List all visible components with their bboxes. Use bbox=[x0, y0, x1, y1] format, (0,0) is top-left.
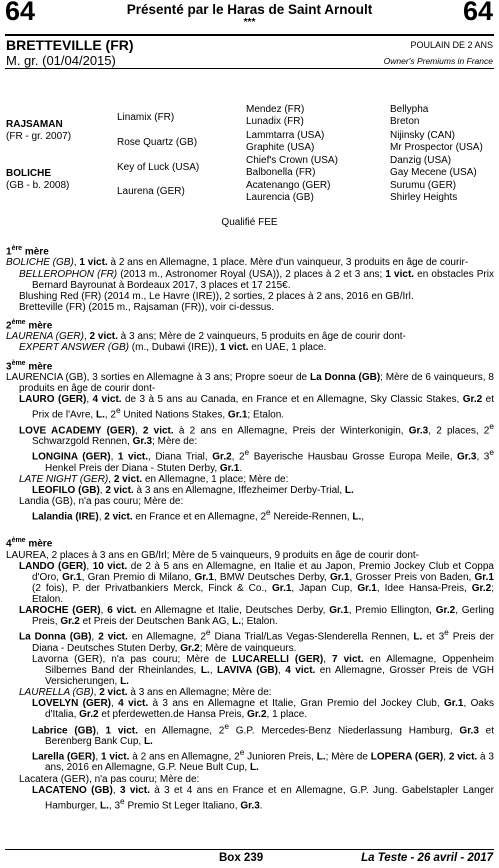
section-heading-1ere-mere: 1ère mère bbox=[6, 245, 49, 258]
produce-entry: Labrice (GB), 1 vict. en Allemagne, 2e G.P. Mercedes-Benz Niederlassung Hamburg, Gr.3 et Berenberg Bank Cup, L. bbox=[32, 720, 494, 747]
g4-ancestor: Gay Mecene (USA) bbox=[390, 167, 477, 178]
g4-ancestor: Shirley Heights bbox=[390, 192, 458, 203]
owners-premiums: Owner's Premiums in France bbox=[383, 56, 493, 66]
great-grandparent: Lunadix (FR) bbox=[246, 116, 304, 127]
produce-entry: Larella (GER), 1 vict. à 2 ans en Allemagne, 2e Junioren Preis, L.; Mère de LOPERA (GER), 2 vict. à 3 ans, 2016 en Allemagne, G.P. Neue Bult Cup, L. bbox=[32, 747, 494, 774]
dam-entry: LAUREA, 2 places à 3 ans en GB/Irl; Mère de 5 vainqueurs, 9 produits en âge de courir dont- bbox=[6, 549, 420, 561]
produce-entry: Lavorna (GER), n'a pas couru; Mère de LUCARELLI (GER), 7 vict. en Allemagne, Oppenheim Silbernes Band der Rheinlandes, L., LAVIVA (GB), 4 vict. en Allemagne, Grosser Preis de VGH Versicherungen, L. bbox=[32, 653, 494, 688]
produce-entry: LAROCHE (GER), 6 vict. en Allemagne et Italie, Deutsches Derby, Gr.1, Premio Ellington, Gr.2, Gerling Preis, Gr.2 et Preis der Deutschen Bank AG, L.; Etalon. bbox=[19, 605, 495, 628]
grandsire: Key of Luck (USA) bbox=[117, 162, 200, 173]
divider bbox=[5, 34, 494, 36]
qualification: Qualifié FEE bbox=[221, 217, 278, 228]
horse-sex-age: POULAIN DE 2 ANS bbox=[410, 40, 493, 50]
great-grandparent: Balbonella (FR) bbox=[246, 167, 316, 178]
produce-entry: LACATENO (GB), 3 vict. à 3 et 4 ans en France et en Allemagne, G.P. Jung. Gabelstapler Langer Hamburger, L., 3e Premio St Leger Italiano, Gr.3. bbox=[32, 784, 494, 812]
dam-info: (GB - b. 2008) bbox=[6, 180, 70, 191]
divider bbox=[5, 68, 494, 69]
produce-entry: LOVE ACADEMY (GER), 2 vict. à 2 ans en Allemagne, Preis der Winterkonigin, Gr.3, 2 places, 2e Schwarzgold Rennen, Gr.3; Mère de: bbox=[19, 420, 495, 448]
stars: *** bbox=[243, 17, 256, 28]
produce-entry: LONGINA (GER), 1 vict., Diana Trial, Gr.2, 2e Bayerische Hausbau Grosse Europa Meile, Gr.3, 3e Henkel Preis der Diana - Stuten Derby, Gr.1. bbox=[32, 447, 494, 474]
sire-name: RAJSAMAN bbox=[6, 119, 63, 130]
great-grandparent: Acatenango (GER) bbox=[246, 180, 331, 191]
g4-ancestor: Nijinsky (CAN) bbox=[390, 130, 455, 141]
produce-entry: LEOFILO (GB), 2 vict. à 3 ans en Allemagne, Iffezheimer Derby-Trial, L. bbox=[32, 484, 354, 496]
dam-entry: LAURENCIA (GB), 3 sorties en Allemagne à 3 ans; Propre soeur de La Donna (GB); Mère de 6 vainqueurs, 8 produits en âge de courir dont- bbox=[6, 371, 494, 395]
granddam: Laurena (GER) bbox=[117, 186, 185, 197]
g4-ancestor: Mr Prospector (USA) bbox=[390, 142, 483, 153]
produce-entry: Blushing Red (FR) (2014 m., Le Havre (IRE)), 2 sorties, 2 places à 2 ans, 2016 en GB/Irl. bbox=[19, 290, 414, 302]
produce-entry: BELLEROPHON (FR) (2013 m., Astronomer Royal (USA)), 2 places à 2 et 3 ans; 1 vict. en obstacles Prix Bernard Bayrounat à Bordeaux 2017, 3 places et 17 215€. bbox=[19, 268, 494, 291]
produce-entry: LAURELLA (GB), 2 vict. à 3 ans en Allemagne; Mère de: bbox=[19, 687, 272, 699]
dam-entry: LAURENA (GER), 2 vict. à 3 ans; Mère de 2 vainqueurs, 5 produits en âge de courir dont- bbox=[6, 331, 406, 343]
great-grandparent: Lammtarra (USA) bbox=[246, 130, 325, 141]
sire-info: (FR - gr. 2007) bbox=[6, 131, 72, 142]
dam-entry: BOLICHE (GB), 1 vict. à 2 ans en Allemagne, 1 place. Mère d'un vainqueur, 3 produits en âge de courir- bbox=[6, 257, 469, 269]
produce-entry: LAURO (GER), 4 vict. de 3 à 5 ans au Canada, en France et en Allemagne, Sky Classic Stakes, Gr.2 et Prix de l'Avre, L., 2e United Nations Stakes, Gr.1; Etalon. bbox=[19, 394, 495, 421]
section-heading-3eme-mere: 3ème mère bbox=[6, 359, 53, 372]
great-grandparent: Chief's Crown (USA) bbox=[246, 155, 338, 166]
divider bbox=[5, 849, 494, 850]
grandsire: Linamix (FR) bbox=[117, 112, 175, 123]
granddam: Rose Quartz (GB) bbox=[117, 137, 198, 148]
produce-entry: Bretteville (FR) (2015 m., Rajsaman (FR)), voir ci-dessus. bbox=[19, 301, 275, 313]
produce-entry: La Donna (GB), 2 vict. en Allemagne, 2e Diana Trial/Las Vegas-Slenderella Rennen, L. et 3e Preis der Diana - Deutsches Stuten Derby, Gr.2; Mère de vainqueurs. bbox=[19, 627, 494, 654]
g4-ancestor: Bellypha bbox=[390, 104, 429, 115]
produce-entry: LATE NIGHT (GER), 2 vict. en Allemagne, 1 place; Mère de: bbox=[19, 473, 289, 485]
great-grandparent: Mendez (FR) bbox=[246, 104, 305, 115]
sale-place-date: La Teste - 26 avril - 2017 bbox=[361, 852, 493, 864]
section-heading-4eme-mere: 4ème mère bbox=[6, 537, 53, 550]
g4-ancestor: Danzig (USA) bbox=[390, 155, 452, 166]
lot-number-left: 64 bbox=[5, 0, 36, 26]
produce-entry: LANDO (GER), 10 vict. de 2 à 5 ans en Allemagne, en Italie et au Japon, Premio Jockey Club et Coppa d'Oro, Gr.1, Gran Premio di Milano, Gr.1, BMW Deutsches Derby, Gr.1, Grosser Preis von Baden, Gr.1 (2 fois), P. der Privatbankiers Merck, Finck & Co., Gr.1, Japan Cup, Gr.1, Idee Hansa-Preis, Gr.2; Etalon. bbox=[19, 560, 494, 606]
g4-ancestor: Breton bbox=[390, 116, 420, 127]
dam-name: BOLICHE bbox=[6, 168, 51, 179]
produce-entry: Landia (GB), n'a pas couru; Mère de: bbox=[19, 495, 184, 507]
consignor-line: Présenté par le Haras de Saint Arnoult bbox=[126, 2, 373, 17]
catalogue-body bbox=[6, 239, 494, 811]
produce-entry: Lalandia (IRE), 2 vict. en France et en Allemagne, 2e Nereide-Rennen, L., bbox=[32, 506, 365, 523]
great-grandparent: Laurencia (GB) bbox=[246, 192, 314, 203]
g4-ancestor: Surumu (GER) bbox=[390, 180, 457, 191]
produce-entry: LOVELYN (GER), 4 vict. à 3 ans en Allemagne et Italie, Gran Premio del Jockey Club, Gr.1, Oaks d'Italia, Gr.2 et pferdewetten.de Hansa Preis, Gr.2, 1 place. bbox=[32, 698, 494, 721]
great-grandparent: Graphite (USA) bbox=[246, 142, 315, 153]
horse-color-birth: M. gr. (01/04/2015) bbox=[6, 53, 116, 68]
produce-entry: Lacatera (GER), n'a pas couru; Mère de: bbox=[19, 773, 200, 785]
box-number: Box 239 bbox=[219, 852, 264, 864]
lot-number-right: 64 bbox=[462, 0, 493, 26]
horse-name: BRETTEVILLE (FR) bbox=[6, 37, 134, 53]
header bbox=[0, 0, 499, 30]
section-heading-2eme-mere: 2ème mère bbox=[6, 318, 53, 332]
produce-entry: EXPERT ANSWER (GB) (m., Dubawi (IRE)), 1 vict. en UAE, 1 place. bbox=[19, 342, 327, 354]
